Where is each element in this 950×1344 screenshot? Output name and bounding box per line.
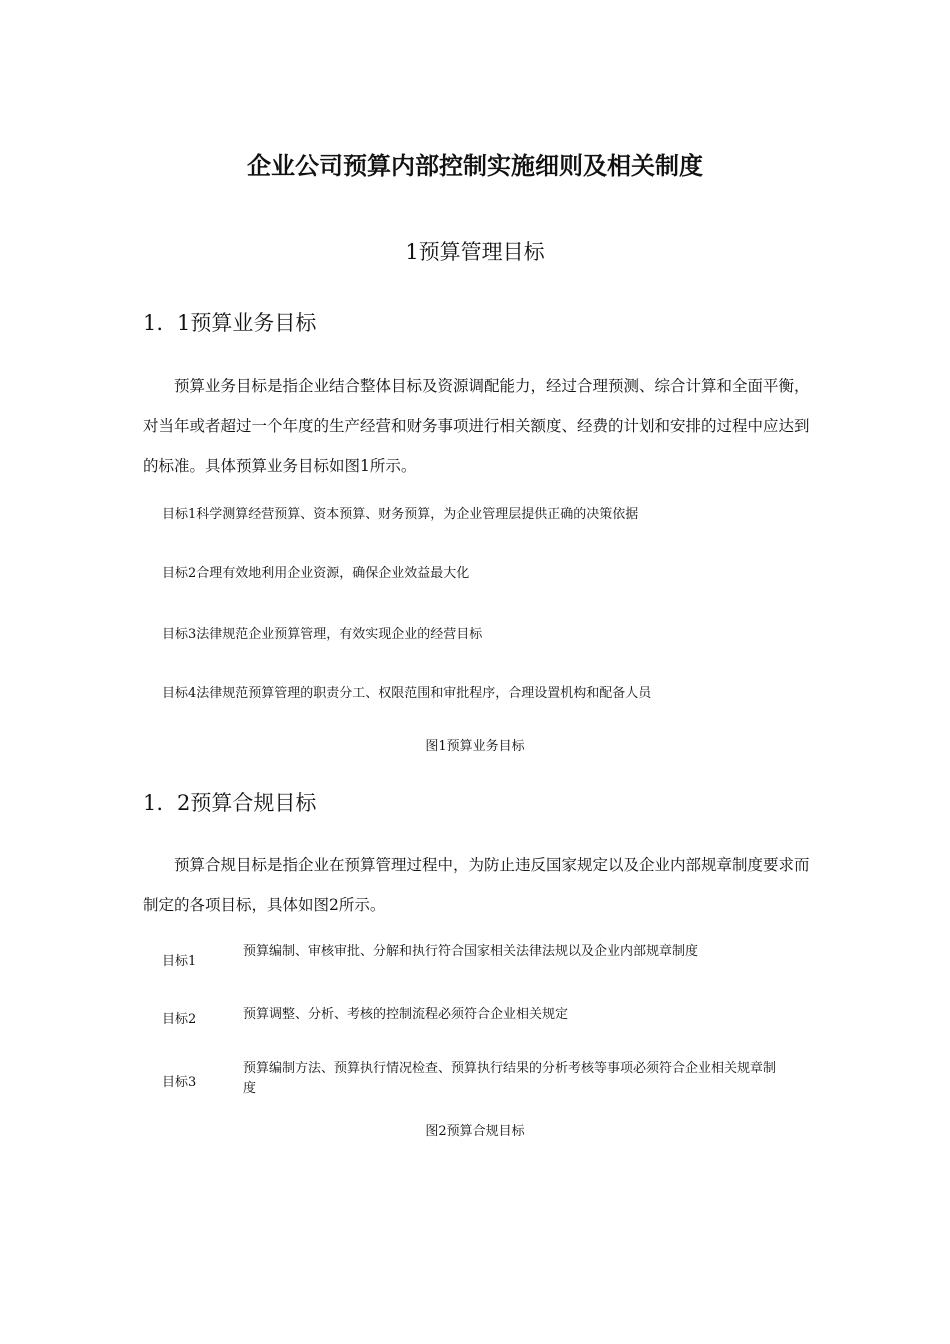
compliance-text-2: 预算调整、分析、考核的控制流程必须符合企业相关规定 <box>243 1007 569 1022</box>
paragraph-text: 预算业务目标是指企业结合整体目标及资源调配能力，经过合理预测、综合计算和全面平衡，对当年或者超过一个年度的生产经营和财务事项进行相关额度、经费的计划和安排的过程中应达到的标准。具体预算业务目标如图1所示。 <box>143 377 810 475</box>
figure-caption-1: 图1预算业务目标 <box>425 739 525 754</box>
subsection-title: 2预算合规目标 <box>177 791 317 815</box>
goal-item-3: 目标3法律规范企业预算管理，有效实现企业的经营目标 <box>162 627 483 642</box>
goal-item-4: 目标4法律规范预算管理的职责分工、权限范围和审批程序，合理设置机构和配备人员 <box>162 686 652 701</box>
figure-caption-2: 图2预算合规目标 <box>425 1124 525 1139</box>
compliance-text-3: 预算编制方法、预算执行情况检查、预算执行结果的分析考核等事项必须符合企业相关规章制度 <box>243 1061 777 1096</box>
goal-item-1: 目标1科学测算经营预算、资本预算、财务预算，为企业管理层提供正确的决策依据 <box>162 507 639 522</box>
subsection-number: 1. <box>143 791 164 815</box>
goal-item-2: 目标2合理有效地利用企业资源，确保企业效益最大化 <box>162 566 470 581</box>
compliance-label-3: 目标3 <box>162 1075 197 1090</box>
document-title: 企业公司预算内部控制实施细则及相关制度 <box>247 151 703 180</box>
subsection-heading-1-2 <box>143 787 316 817</box>
paragraph-compliance-goals <box>143 845 813 925</box>
paragraph-text: 预算合规目标是指企业在预算管理过程中，为防止违反国家规定以及企业内部规章制度要求而制定的各项目标，具体如图2所示。 <box>143 856 810 914</box>
compliance-label-1: 目标1 <box>162 954 197 969</box>
subsection-number: 1. <box>143 311 164 335</box>
section-heading-1: 1预算管理目标 <box>405 240 545 264</box>
paragraph-business-goals <box>143 366 813 486</box>
subsection-heading-1-1 <box>143 307 316 337</box>
compliance-label-2: 目标2 <box>162 1012 197 1027</box>
compliance-text-1: 预算编制、审核审批、分解和执行符合国家相关法律法规以及企业内部规章制度 <box>243 944 699 959</box>
subsection-title: 1预算业务目标 <box>177 311 317 335</box>
